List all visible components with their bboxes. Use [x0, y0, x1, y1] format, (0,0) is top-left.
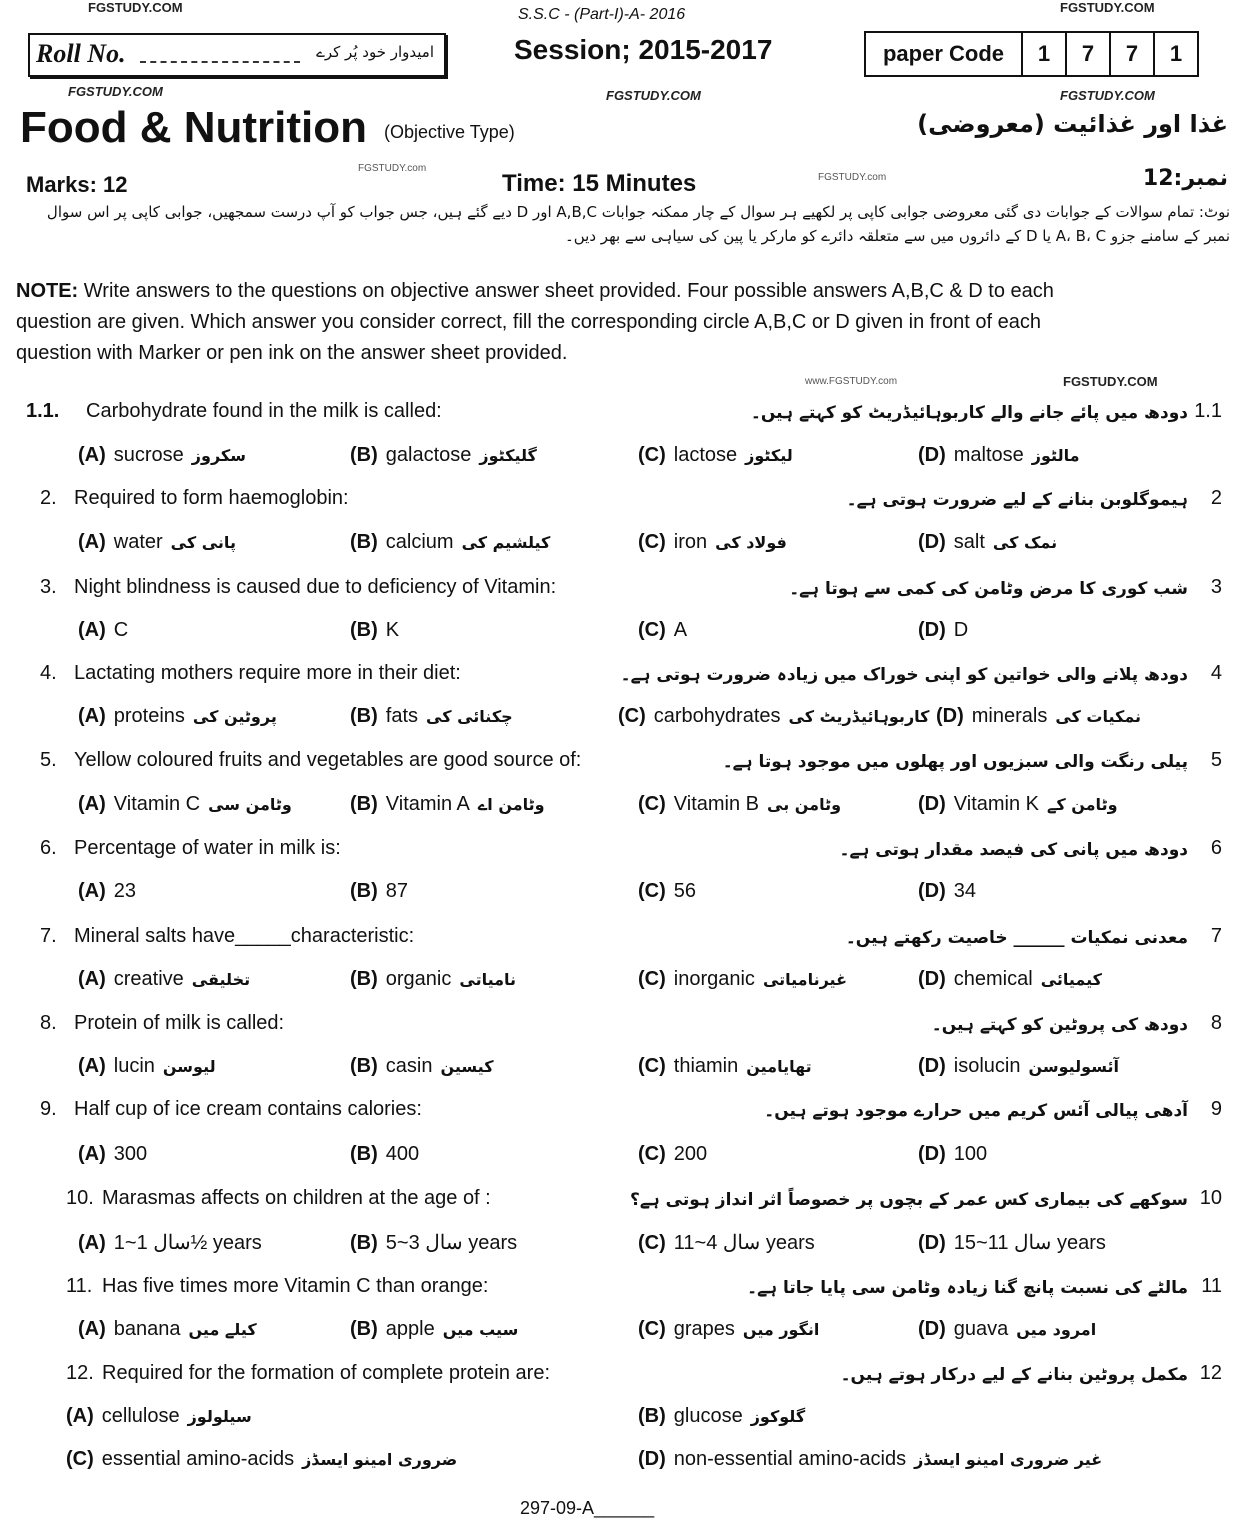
option-letter: (C)	[66, 1448, 94, 1470]
answer-option[interactable]	[350, 705, 513, 728]
option-letter: (C)	[638, 880, 666, 902]
answer-option[interactable]	[350, 619, 399, 642]
option-text: سال 3~5 years	[385, 1232, 518, 1254]
answer-option[interactable]	[350, 1143, 419, 1166]
note-english	[16, 276, 1234, 369]
note-line3: question with Marker or pen ink on the answer sheet provided.	[16, 342, 568, 364]
answer-option[interactable]	[638, 1448, 1102, 1471]
watermark: FGSTUDY.COM	[606, 88, 701, 103]
note-label: NOTE:	[16, 280, 79, 302]
option-text: calcium	[385, 531, 454, 553]
option-text: galactose	[385, 444, 472, 466]
option-text-urdu: سیب میں	[442, 1320, 519, 1339]
paper-code-digit: 1	[1023, 33, 1067, 75]
question-number-urdu: 3	[1210, 576, 1222, 598]
option-letter: (A)	[78, 619, 106, 641]
paper-code-label: paper Code	[866, 33, 1023, 75]
answer-option[interactable]	[78, 880, 136, 903]
watermark: FGSTUDY.COM	[1063, 374, 1158, 389]
option-text: 400	[385, 1143, 420, 1165]
roll-number-field[interactable]	[140, 61, 300, 63]
option-text: سال 4~11 years	[673, 1232, 815, 1254]
option-letter: (C)	[638, 1318, 666, 1340]
option-letter: (B)	[350, 1232, 378, 1254]
option-letter: (B)	[350, 531, 378, 553]
option-letter: (B)	[350, 793, 378, 815]
option-letter: (D)	[918, 793, 946, 815]
answer-option[interactable]	[918, 1230, 1106, 1255]
option-text: apple	[385, 1318, 435, 1340]
option-text: grapes	[673, 1318, 735, 1340]
option-text: carbohydrates	[653, 705, 781, 727]
option-text: 56	[673, 880, 697, 902]
option-text-urdu: لیوسن	[162, 1057, 216, 1076]
option-text: 34	[953, 880, 977, 902]
option-text: A	[673, 619, 688, 641]
option-letter: (B)	[350, 1143, 378, 1165]
answer-option[interactable]	[936, 705, 1141, 728]
option-text-urdu: غیر ضروری امینو ایسڈز	[914, 1450, 1103, 1469]
option-text: water	[113, 531, 163, 553]
question-number: 7.	[40, 925, 57, 947]
option-text: isolucin	[953, 1055, 1021, 1077]
answer-option[interactable]	[918, 619, 968, 642]
option-text-urdu: امرود میں	[1016, 1320, 1097, 1339]
option-letter: (C)	[638, 444, 666, 466]
option-letter: (A)	[78, 1232, 106, 1254]
question-text: Required to form haemoglobin:	[74, 487, 349, 509]
option-text: Vitamin A	[385, 793, 470, 815]
paper-code-digit: 1	[1169, 41, 1183, 66]
question-number-urdu: 9	[1210, 1098, 1222, 1120]
option-letter: (D)	[918, 1318, 946, 1340]
option-text-urdu: پانی کی	[170, 533, 236, 552]
question-number: 10.	[66, 1187, 94, 1209]
note-line2: question are given. Which answer you consider correct, fill the corresponding circle A,B,C or D given in front of each	[16, 311, 1041, 333]
option-text: essential amino-acids	[101, 1448, 295, 1470]
option-text: Vitamin K	[953, 793, 1039, 815]
answer-option[interactable]	[638, 1405, 805, 1428]
option-text: guava	[953, 1318, 1009, 1340]
option-letter: (C)	[638, 531, 666, 553]
answer-option[interactable]	[66, 1448, 457, 1471]
question-urdu: معدنی نمکیات ______ خاصیت رکھتے ہیں۔	[845, 928, 1188, 948]
option-text: 300	[113, 1143, 148, 1165]
option-text: 23	[113, 880, 137, 902]
option-letter: (B)	[350, 1318, 378, 1340]
answer-option[interactable]	[350, 1230, 517, 1255]
answer-option[interactable]	[78, 444, 246, 467]
option-letter: (B)	[350, 705, 378, 727]
answer-option[interactable]	[618, 705, 929, 728]
answer-option[interactable]	[350, 444, 537, 467]
watermark: FGSTUDY.COM	[68, 84, 163, 99]
question-number: 3.	[40, 576, 57, 598]
watermark: www.FGSTUDY.com	[805, 376, 898, 387]
option-letter: (A)	[78, 444, 106, 466]
question-urdu: آدھی پیالی آئس کریم میں حرارے موجود ہوتے ہیں۔	[764, 1101, 1188, 1121]
option-text: 100	[953, 1143, 988, 1165]
answer-option[interactable]	[78, 1055, 216, 1078]
option-letter: (D)	[918, 968, 946, 990]
question-number: 5.	[40, 749, 57, 771]
session: Session; 2015-2017	[514, 34, 773, 65]
option-letter: (C)	[638, 619, 666, 641]
paper-code-digit: 7	[1067, 33, 1111, 75]
question-number: 2.	[40, 487, 57, 509]
option-text: proteins	[113, 705, 185, 727]
question-urdu: دودھ میں پائے جانے والے کاربوہائیڈریٹ کو کہتے ہیں۔	[750, 403, 1188, 423]
answer-option[interactable]	[350, 1055, 494, 1078]
question-number: 12.	[66, 1362, 94, 1384]
option-text: Vitamin B	[673, 793, 759, 815]
answer-option[interactable]	[638, 1230, 815, 1255]
option-text: lactose	[673, 444, 738, 466]
question-number-urdu: 10	[1199, 1187, 1222, 1209]
note-line1	[16, 276, 1234, 307]
option-text-urdu: سکروز	[191, 446, 246, 465]
answer-option[interactable]	[918, 1143, 987, 1166]
question-urdu: مالٹے کی نسبت پانچ گنا زیادہ وٹامن سی پایا جاتا ہے۔	[747, 1278, 1188, 1298]
option-letter: (A)	[78, 880, 106, 902]
note-urdu-line1: نوٹ: تمام سوالات کے جوابات دی گئی معروضی جوابی کاپی پر لکھیے ہر سوال کے چار ممکنہ جوابات A,B,C اور D دیے گئے ہیں، جس جواب کو آپ درست سمجھیں، جوابی کاپی پر اس سوال نمبر	[46, 203, 1230, 245]
option-letter: (C)	[638, 968, 666, 990]
option-letter: (D)	[918, 531, 946, 553]
paper-code-box	[864, 31, 1199, 77]
answer-option[interactable]	[78, 531, 236, 554]
question-number-urdu: 1.1	[1194, 400, 1222, 422]
option-text-urdu: کیلے میں	[188, 1320, 257, 1339]
answer-option[interactable]	[78, 1230, 262, 1255]
question-number-urdu: 5	[1210, 749, 1222, 771]
answer-option[interactable]	[918, 880, 976, 903]
option-letter: (D)	[638, 1448, 666, 1470]
question-number-urdu: 6	[1210, 837, 1222, 859]
answer-option[interactable]	[78, 1318, 257, 1341]
option-letter: (C)	[638, 1143, 666, 1165]
answer-option[interactable]	[918, 444, 1080, 467]
roll-number-label: Roll No.	[36, 39, 126, 68]
question-urdu: دودھ میں پانی کی فیصد مقدار ہوتی ہے۔	[839, 840, 1188, 860]
option-text: Vitamin C	[113, 793, 201, 815]
answer-option[interactable]	[350, 531, 550, 554]
option-text-urdu: وٹامن کے	[1047, 795, 1118, 814]
subject-title: Food & Nutrition	[20, 103, 368, 152]
option-text-urdu: انگور میں	[742, 1320, 820, 1339]
answer-option[interactable]	[638, 793, 841, 816]
option-text-urdu: تھایامین	[746, 1057, 812, 1076]
option-text-urdu: پروٹین کی	[192, 707, 277, 726]
option-text-urdu: ضروری امینو ایسڈز	[302, 1450, 458, 1469]
option-text: organic	[385, 968, 452, 990]
option-letter: (A)	[78, 968, 106, 990]
watermark: FGSTUDY.COM	[88, 0, 183, 15]
question-number: 6.	[40, 837, 57, 859]
option-text: D	[953, 619, 969, 641]
note-text: Write answers to the questions on objective answer sheet provided. Four possible answers A,B,C & D to each	[83, 280, 1054, 302]
watermark: FGSTUDY.COM	[1060, 0, 1155, 15]
option-letter: (D)	[918, 880, 946, 902]
question-urdu: ہیموگلوبن بنانے کے لیے ضرورت ہوتی ہے۔	[846, 490, 1188, 510]
question-number: 1.1.	[26, 400, 60, 422]
question-number: 11.	[66, 1275, 93, 1297]
option-text: K	[385, 619, 400, 641]
answer-option[interactable]	[918, 531, 1057, 554]
question-urdu: شب کوری کا مرض وٹامن کی کمی سے ہوتا ہے۔	[789, 579, 1188, 599]
question-text: Lactating mothers require more in their diet:	[74, 662, 461, 684]
option-text: non-essential amino-acids	[673, 1448, 907, 1470]
question-text: Yellow coloured fruits and vegetables are good source of:	[74, 749, 582, 771]
answer-option[interactable]	[638, 1143, 707, 1166]
option-letter: (B)	[638, 1405, 666, 1427]
answer-option[interactable]	[78, 1143, 147, 1166]
option-text-urdu: آئسولیوسن	[1028, 1057, 1119, 1076]
option-text-urdu: کیلشیم کی	[461, 533, 551, 552]
answer-option[interactable]	[78, 619, 128, 642]
footer-code: 297-09-A______	[520, 1498, 655, 1518]
option-text-urdu: مالٹوز	[1031, 446, 1080, 465]
option-letter: (B)	[350, 880, 378, 902]
marks-urdu: نمبر:12	[1142, 166, 1228, 191]
option-text-urdu: تخلیقی	[191, 970, 251, 989]
option-text: 200	[673, 1143, 708, 1165]
question-urdu: مکمل پروٹین بنانے کے لیے درکار ہوتے ہیں۔	[840, 1365, 1188, 1385]
option-text-urdu: نمک کی	[992, 533, 1058, 552]
question-number-urdu: 12	[1199, 1362, 1222, 1384]
question-text: Percentage of water in milk is:	[74, 837, 341, 859]
question-number-urdu: 11	[1201, 1275, 1222, 1297]
option-text: 87	[385, 880, 409, 902]
option-letter: (C)	[618, 705, 646, 727]
option-text: creative	[113, 968, 184, 990]
option-letter: (D)	[918, 444, 946, 466]
roll-number-urdu: امیدوار خود پُر کرے	[316, 43, 434, 61]
option-letter: (C)	[638, 1232, 666, 1254]
option-text: iron	[673, 531, 708, 553]
option-letter: (C)	[638, 1055, 666, 1077]
note-urdu	[20, 200, 1230, 248]
option-text: cellulose	[101, 1405, 180, 1427]
option-text: minerals	[971, 705, 1048, 727]
question-text: Marasmas affects on children at the age of :	[102, 1187, 491, 1209]
question-number-urdu: 4	[1210, 662, 1222, 684]
option-letter: (D)	[918, 619, 946, 641]
question-number: 4.	[40, 662, 57, 684]
option-text-urdu: فولاد کی	[715, 533, 787, 552]
option-letter: (A)	[78, 1318, 106, 1340]
option-text-urdu: نامیاتی	[459, 970, 517, 989]
answer-option[interactable]	[918, 1055, 1119, 1078]
answer-option[interactable]	[350, 1318, 518, 1341]
option-text-urdu: کاربوہائیڈریٹ کی	[788, 707, 930, 726]
option-text-urdu: گلوکوز	[750, 1407, 806, 1426]
answer-option[interactable]	[350, 793, 545, 816]
question-urdu: پیلی رنگت والی سبزیوں اور پھلوں میں موجود ہوتا ہے۔	[722, 752, 1188, 772]
question-number-urdu: 8	[1210, 1012, 1222, 1034]
question-number: 9.	[40, 1098, 57, 1120]
question-number: 8.	[40, 1012, 57, 1034]
option-text: casin	[385, 1055, 433, 1077]
question-urdu: سوکھے کی بیماری کس عمر کے بچوں پر خصوصاً اثر انداز ہوتی ہے؟	[629, 1190, 1188, 1210]
option-text-urdu: کیسین	[440, 1057, 494, 1076]
question-number-urdu: 7	[1210, 925, 1222, 947]
answer-option[interactable]	[918, 793, 1118, 816]
option-text: inorganic	[673, 968, 755, 990]
option-text: maltose	[953, 444, 1024, 466]
option-letter: (A)	[66, 1405, 94, 1427]
option-text: glucose	[673, 1405, 743, 1427]
watermark: FGSTUDY.COM	[1060, 88, 1155, 103]
answer-option[interactable]	[78, 705, 277, 728]
option-text-urdu: غیرنامیاتی	[762, 970, 848, 989]
answer-option[interactable]	[918, 968, 1102, 991]
time: Time: 15 Minutes	[502, 170, 697, 197]
answer-option[interactable]	[78, 793, 292, 816]
option-letter: (D)	[918, 1055, 946, 1077]
question-text: Mineral salts have_____characteristic:	[74, 925, 415, 947]
subject-title-urdu: غذا اور غذائیت (معروضی)	[917, 110, 1228, 138]
option-letter: (D)	[918, 1143, 946, 1165]
option-text-urdu: وٹامن سی	[208, 795, 292, 814]
option-letter: (A)	[78, 1143, 106, 1165]
answer-option[interactable]	[638, 1055, 812, 1078]
question-number-urdu: 2	[1210, 487, 1222, 509]
option-letter: (A)	[78, 1055, 106, 1077]
subject-type: (Objective Type)	[384, 122, 515, 142]
option-text-urdu: سیلولوز	[187, 1407, 252, 1426]
option-letter: (C)	[638, 793, 666, 815]
answer-option[interactable]	[66, 1405, 252, 1428]
answer-option[interactable]	[638, 1318, 819, 1341]
option-letter: (D)	[918, 1232, 946, 1254]
answer-option[interactable]	[638, 444, 793, 467]
roll-number-box	[28, 33, 446, 77]
option-letter: (B)	[350, 619, 378, 641]
option-text-urdu: وٹامن بی	[767, 795, 842, 814]
watermark: FGSTUDY.com	[818, 172, 887, 183]
option-text: sucrose	[113, 444, 184, 466]
paper-code-digit: 7	[1111, 33, 1155, 75]
option-text: chemical	[953, 968, 1033, 990]
option-text: lucin	[113, 1055, 155, 1077]
option-text-urdu: لیکٹوز	[745, 446, 793, 465]
option-text-urdu: گلیکٹوز	[479, 446, 537, 465]
option-text: thiamin	[673, 1055, 739, 1077]
option-letter: (B)	[350, 1055, 378, 1077]
option-text-urdu: کیمیائی	[1040, 970, 1102, 989]
question-text: Required for the formation of complete protein are:	[102, 1362, 551, 1384]
option-text-urdu: نمکیات کی	[1055, 707, 1142, 726]
option-letter: (B)	[350, 444, 378, 466]
option-text: salt	[953, 531, 985, 553]
option-text-urdu: چکنائی کی	[426, 707, 513, 726]
note-urdu-line2: کے سامنے جزو A، B، C یا D کے دائروں میں سے متعلقہ دائرے کو مارکر یا پین کی سیاہی سے بھر دیں۔	[564, 227, 1200, 245]
answer-option[interactable]	[638, 968, 847, 991]
marks: Marks: 12	[26, 172, 128, 197]
option-text-urdu: وٹامن اے	[477, 795, 545, 814]
option-text: سال 11~15 years	[953, 1232, 1106, 1254]
answer-option[interactable]	[78, 968, 250, 991]
question-text: Has five times more Vitamin C than orange:	[102, 1275, 489, 1297]
exam-title: S.S.C - (Part-I)-A- 2016	[518, 6, 686, 23]
watermark: FGSTUDY.com	[358, 163, 427, 174]
answer-option[interactable]	[918, 1318, 1096, 1341]
question-text: Protein of milk is called:	[74, 1012, 285, 1034]
answer-option[interactable]	[638, 531, 787, 554]
answer-option[interactable]	[638, 880, 696, 903]
answer-option[interactable]	[638, 619, 687, 642]
question-urdu: دودھ پلانے والی خواتین کو اپنی خوراک میں زیادہ ضرورت ہوتی ہے۔	[620, 665, 1188, 685]
option-letter: (D)	[936, 705, 964, 727]
answer-option[interactable]	[350, 968, 516, 991]
option-letter: (A)	[78, 705, 106, 727]
option-text: سال 1~1½ years	[113, 1232, 262, 1254]
answer-option[interactable]	[350, 880, 408, 903]
option-letter: (B)	[350, 968, 378, 990]
option-letter: (A)	[78, 531, 106, 553]
option-text: fats	[385, 705, 419, 727]
option-letter: (A)	[78, 793, 106, 815]
question-text: Half cup of ice cream contains calories:	[74, 1098, 422, 1120]
option-text: C	[113, 619, 129, 641]
option-text: banana	[113, 1318, 181, 1340]
question-urdu: دودھ کی پروٹین کو کہتے ہیں۔	[931, 1015, 1188, 1035]
question-text: Night blindness is caused due to deficiency of Vitamin:	[74, 576, 557, 598]
question-text: Carbohydrate found in the milk is called:	[86, 400, 442, 422]
